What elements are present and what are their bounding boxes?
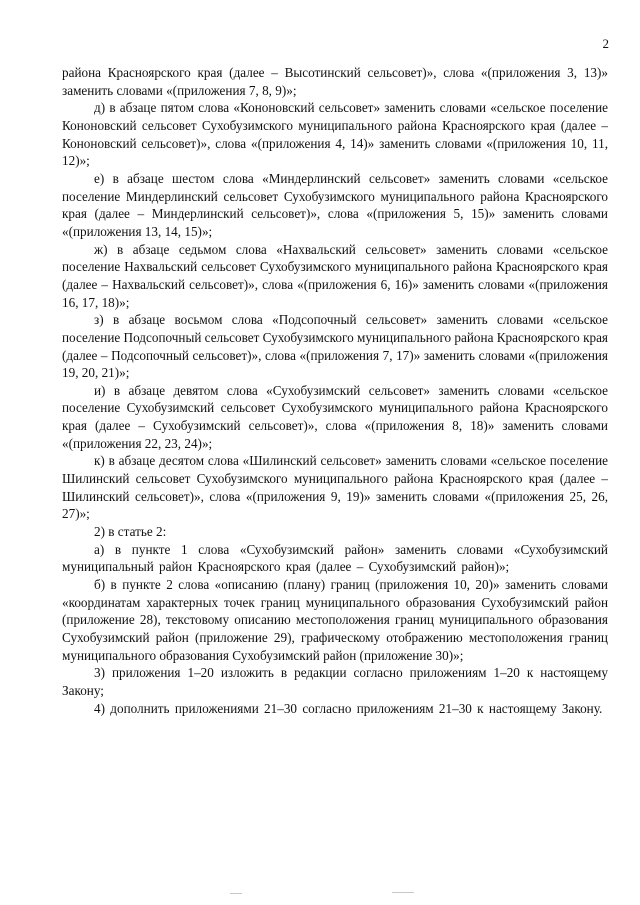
paragraph-item-d: д) в абзаце пятом слова «Кононовский сельсовет» заменить словами «сельское поселение Кононовский сельсовет Сухобузимского муниципального района Красноярского края (далее – Кононовский сельсовет)», слова «(приложения 4, 14)» заменить словами «(приложения 10, 11, 12)»; <box>62 100 608 169</box>
page-number: 2 <box>602 36 609 51</box>
paragraph-item-e: е) в абзаце шестом слова «Миндерлинский сельсовет» заменить словами «сельское поселение Миндерлинский сельсовет Сухобузимского муниципального района Красноярского края (далее – Миндерлинский сельсовет)», слова «(приложения 5, 15)» заменить словами «(приложения 13, 14, 15)»; <box>62 170 608 239</box>
paragraph-item-4: 4) дополнить приложениями 21–30 согласно приложениям 21–30 к настоящему Закону. <box>94 700 603 716</box>
paragraph-item-zh: ж) в абзаце седьмом слова «Нахвальский сельсовет» заменить словами «сельское поселение Нахвальский сельсовет Сухобузимского муниципального района Красноярского края (далее – Нахвальский сельсовет)», слова «(приложения 6, 16)» заменить словами «(приложения 16, 17, 18)»; <box>62 241 608 310</box>
scan-mark <box>230 893 242 894</box>
paragraph-item-i: и) в абзаце девятом слова «Сухобузимский сельсовет» заменить словами «сельское поселение Сухобузимский сельсовет Сухобузимского муниципального района Красноярского края (далее – Сухобузимский сельсовет)», слова «(приложения 8, 18)» заменить словами «(приложения 22, 23, 24)»; <box>62 382 608 451</box>
paragraph-item-z: з) в абзаце восьмом слова «Подсопочный сельсовет» заменить словами «сельское поселение Подсопочный сельсовет Сухобузимского муниципального района Красноярского края (далее – Подсопочный сельсовет)», слова «(приложения 7, 17)» заменить словами «(приложения 19, 20, 21)»; <box>62 312 608 381</box>
paragraph-item-3: 3) приложения 1–20 изложить в редакции согласно приложениям 1–20 к настоящему Закону; <box>62 665 608 698</box>
paragraph-continuation: района Красноярского края (далее – Высотинский сельсовет)», слова «(приложения 3, 13)» заменить словами «(приложения 7, 8, 9)»; <box>62 65 608 98</box>
paragraph-item-b: б) в пункте 2 слова «описанию (плану) границ (приложения 10, 20)» заменить словами «координатам характерных точек границ муниципального образования Сухобузимский район (приложение 28), текстовому описанию местоположения границ муниципального образования Сухобузимский район (приложение 29), графическому отображению местоположения границ муниципального образования Сухобузимский район (приложение 30)»; <box>62 577 608 663</box>
paragraph-item-k: к) в абзаце десятом слова «Шилинский сельсовет» заменить словами «сельское поселение Шилинский сельсовет Сухобузимского муниципального района Красноярского края (далее – Шилинский сельсовет)», слова «(приложения 9, 19)» заменить словами «(приложения 25, 26, 27)»; <box>62 453 608 522</box>
paragraph-item-a: а) в пункте 1 слова «Сухобузимский район» заменить словами «Сухобузимский муниципальный район Красноярского края (далее – Сухобузимский район)»; <box>62 541 608 575</box>
document-body <box>62 64 608 717</box>
paragraph-article-2: 2) в статье 2: <box>94 524 167 540</box>
scan-mark <box>392 892 414 893</box>
